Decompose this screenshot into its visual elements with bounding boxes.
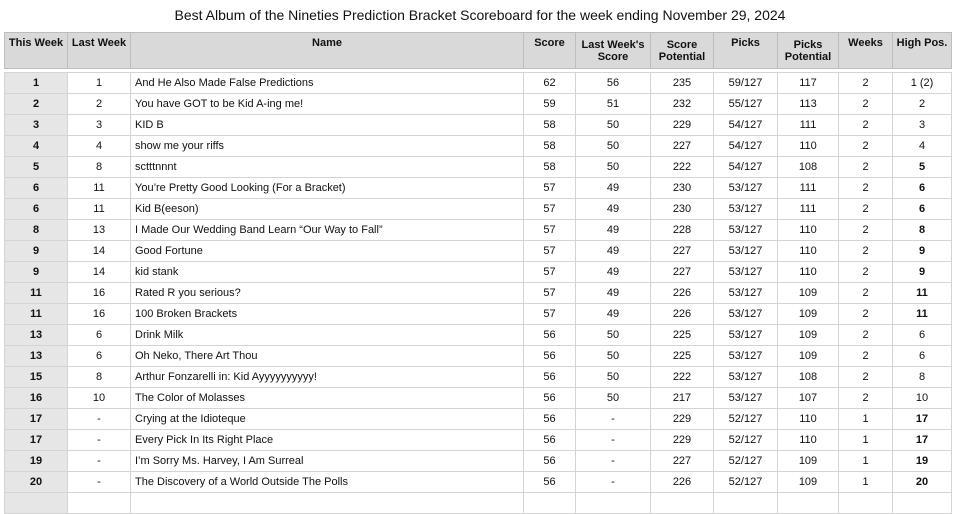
scoreboard-table [4,32,952,514]
cell-score-potential: 227 [651,262,714,283]
cell-picks [714,493,778,514]
cell-this-week: 20 [5,472,68,493]
cell-last-week-score: - [576,409,651,430]
cell-score: 56 [524,346,576,367]
table-row[interactable] [5,430,952,451]
cell-last-week: 4 [68,136,131,157]
cell-weeks: 2 [839,325,893,346]
cell-weeks: 1 [839,409,893,430]
cell-picks-potential: 109 [778,472,839,493]
cell-last-week: 11 [68,178,131,199]
cell-name: kid stank [131,262,524,283]
page-title: Best Album of the Nineties Prediction Bracket Scoreboard for the week ending November 29, 2024 [174,7,786,23]
cell-this-week: 9 [5,241,68,262]
cell-score: 57 [524,178,576,199]
cell-high-pos: 6 [893,325,952,346]
cell-picks: 53/127 [714,325,778,346]
cell-score-potential: 227 [651,241,714,262]
cell-score-potential: 225 [651,325,714,346]
cell-score: 58 [524,115,576,136]
table-row[interactable] [5,220,952,241]
cell-score-potential [651,493,714,514]
table-row[interactable] [5,157,952,178]
cell-weeks: 1 [839,451,893,472]
cell-picks: 52/127 [714,472,778,493]
cell-high-pos: 2 [893,94,952,115]
cell-picks-potential: 111 [778,178,839,199]
cell-high-pos: 17 [893,430,952,451]
cell-picks-potential: 109 [778,304,839,325]
cell-this-week: 3 [5,115,68,136]
cell-name: Drink Milk [131,325,524,346]
cell-score-potential: 226 [651,472,714,493]
cell-high-pos: 9 [893,241,952,262]
cell-last-week: - [68,451,131,472]
cell-last-week-score: 50 [576,115,651,136]
cell-high-pos: 11 [893,304,952,325]
cell-score-potential: 232 [651,94,714,115]
cell-weeks: 2 [839,157,893,178]
cell-picks: 53/127 [714,178,778,199]
table-row[interactable] [5,241,952,262]
cell-high-pos: 8 [893,367,952,388]
table-row[interactable] [5,178,952,199]
cell-this-week: 19 [5,451,68,472]
column-header-picks-potential[interactable]: Picks Potential [778,33,839,69]
cell-score-potential: 217 [651,388,714,409]
cell-score-potential: 229 [651,430,714,451]
cell-high-pos: 20 [893,472,952,493]
cell-picks: 52/127 [714,430,778,451]
cell-last-week: - [68,472,131,493]
cell-score-potential: 222 [651,157,714,178]
cell-this-week: 2 [5,94,68,115]
cell-score: 56 [524,451,576,472]
cell-picks-potential: 109 [778,325,839,346]
cell-name: 100 Broken Brackets [131,304,524,325]
cell-last-week-score: 56 [576,73,651,94]
cell-picks: 59/127 [714,73,778,94]
table-row[interactable] [5,367,952,388]
cell-high-pos: 3 [893,115,952,136]
table-row[interactable] [5,346,952,367]
cell-name: The Color of Molasses [131,388,524,409]
table-row[interactable] [5,325,952,346]
cell-high-pos: 6 [893,178,952,199]
column-header-name[interactable]: Name [131,33,524,69]
cell-last-week-score: 50 [576,388,651,409]
cell-score: 56 [524,388,576,409]
column-header-last-week[interactable]: Last Week [68,33,131,69]
cell-weeks: 2 [839,283,893,304]
cell-score-potential: 229 [651,115,714,136]
cell-name: I Made Our Wedding Band Learn “Our Way to Fall” [131,220,524,241]
cell-score: 58 [524,157,576,178]
cell-picks-potential: 109 [778,283,839,304]
cell-last-week [68,493,131,514]
cell-high-pos: 10 [893,388,952,409]
cell-this-week: 17 [5,430,68,451]
cell-score [524,493,576,514]
cell-name [131,493,524,514]
table-row[interactable] [5,73,952,94]
cell-name: sctttnnnt [131,157,524,178]
cell-this-week: 9 [5,262,68,283]
cell-picks-potential: 110 [778,136,839,157]
cell-high-pos: 6 [893,346,952,367]
cell-score: 56 [524,409,576,430]
cell-picks: 53/127 [714,220,778,241]
cell-picks-potential: 111 [778,115,839,136]
cell-picks: 53/127 [714,241,778,262]
cell-picks-potential: 110 [778,430,839,451]
cell-last-week-score: 50 [576,346,651,367]
cell-name: You have GOT to be Kid A-ing me! [131,94,524,115]
cell-this-week: 8 [5,220,68,241]
cell-name: KID B [131,115,524,136]
cell-last-week-score: - [576,472,651,493]
cell-weeks: 2 [839,136,893,157]
cell-last-week-score: 49 [576,283,651,304]
cell-name: Rated R you serious? [131,283,524,304]
cell-score-potential: 226 [651,304,714,325]
cell-high-pos [893,493,952,514]
cell-last-week: 3 [68,115,131,136]
header-row [5,33,952,69]
cell-name: I’m Sorry Ms. Harvey, I Am Surreal [131,451,524,472]
cell-score-potential: 230 [651,199,714,220]
cell-weeks: 2 [839,262,893,283]
cell-picks: 53/127 [714,346,778,367]
cell-picks-potential: 109 [778,346,839,367]
cell-last-week: 11 [68,199,131,220]
cell-high-pos: 8 [893,220,952,241]
cell-score: 57 [524,220,576,241]
cell-last-week-score: 49 [576,220,651,241]
cell-picks: 54/127 [714,157,778,178]
cell-score: 56 [524,325,576,346]
cell-weeks: 2 [839,94,893,115]
cell-last-week-score: 50 [576,136,651,157]
cell-name: Crying at the Idioteque [131,409,524,430]
cell-score: 62 [524,73,576,94]
cell-picks-potential: 110 [778,241,839,262]
cell-score: 57 [524,262,576,283]
cell-picks: 52/127 [714,451,778,472]
cell-weeks: 2 [839,220,893,241]
cell-picks-potential: 110 [778,262,839,283]
cell-weeks: 2 [839,178,893,199]
table-row[interactable] [5,304,952,325]
cell-picks: 55/127 [714,94,778,115]
cell-picks: 52/127 [714,409,778,430]
cell-name: Every Pick In Its Right Place [131,430,524,451]
cell-high-pos: 5 [893,157,952,178]
cell-score-potential: 225 [651,346,714,367]
cell-last-week: - [68,430,131,451]
cell-weeks: 2 [839,73,893,94]
cell-name: You’re Pretty Good Looking (For a Bracket) [131,178,524,199]
cell-name: show me your riffs [131,136,524,157]
cell-this-week: 1 [5,73,68,94]
cell-this-week: 5 [5,157,68,178]
column-header-this-week[interactable]: This Week [5,33,68,69]
cell-weeks: 2 [839,346,893,367]
cell-score-potential: 226 [651,283,714,304]
cell-last-week-score: - [576,451,651,472]
cell-picks: 53/127 [714,367,778,388]
cell-this-week: 15 [5,367,68,388]
cell-picks-potential: 113 [778,94,839,115]
cell-weeks: 2 [839,304,893,325]
cell-score-potential: 228 [651,220,714,241]
cell-name: Good Fortune [131,241,524,262]
cell-last-week-score: 50 [576,367,651,388]
cell-this-week: 11 [5,283,68,304]
cell-last-week: 16 [68,283,131,304]
cell-name: The Discovery of a World Outside The Polls [131,472,524,493]
table-row[interactable] [5,388,952,409]
cell-score: 56 [524,430,576,451]
cell-last-week: 2 [68,94,131,115]
cell-this-week: 16 [5,388,68,409]
cell-this-week: 17 [5,409,68,430]
cell-last-week: 13 [68,220,131,241]
cell-picks-potential: 108 [778,157,839,178]
cell-last-week: 14 [68,241,131,262]
column-header-last-week-score[interactable]: Last Week's Score [576,33,651,69]
cell-score: 56 [524,472,576,493]
cell-score-potential: 227 [651,136,714,157]
cell-weeks: 2 [839,367,893,388]
cell-weeks: 2 [839,199,893,220]
column-header-weeks[interactable]: Weeks [839,33,893,69]
cell-picks-potential: 117 [778,73,839,94]
cell-last-week-score: 50 [576,157,651,178]
table-row[interactable] [5,199,952,220]
cell-picks-potential: 108 [778,367,839,388]
cell-last-week: 1 [68,73,131,94]
cell-high-pos: 1 (2) [893,73,952,94]
cell-this-week: 6 [5,199,68,220]
cell-picks-potential: 111 [778,199,839,220]
cell-high-pos: 11 [893,283,952,304]
cell-this-week: 4 [5,136,68,157]
cell-score-potential: 235 [651,73,714,94]
cell-last-week: 8 [68,367,131,388]
cell-score-potential: 230 [651,178,714,199]
cell-last-week: 10 [68,388,131,409]
cell-last-week-score: 51 [576,94,651,115]
cell-last-week: - [68,409,131,430]
cell-picks: 53/127 [714,199,778,220]
cell-picks-potential: 109 [778,451,839,472]
cell-picks-potential [778,493,839,514]
cell-last-week-score [576,493,651,514]
cell-weeks: 1 [839,430,893,451]
cell-score: 58 [524,136,576,157]
cell-last-week-score: 49 [576,262,651,283]
column-header-picks[interactable]: Picks [714,33,778,69]
cell-picks: 53/127 [714,388,778,409]
cell-score: 59 [524,94,576,115]
cell-last-week-score: 49 [576,178,651,199]
cell-picks: 53/127 [714,304,778,325]
cell-picks: 53/127 [714,283,778,304]
cell-this-week: 11 [5,304,68,325]
cell-weeks: 2 [839,241,893,262]
cell-last-week: 14 [68,262,131,283]
table-row[interactable] [5,136,952,157]
column-header-high-pos[interactable]: High Pos. [893,33,952,69]
cell-weeks: 2 [839,115,893,136]
cell-high-pos: 6 [893,199,952,220]
cell-weeks: 2 [839,388,893,409]
cell-last-week-score: 49 [576,241,651,262]
cell-last-week: 6 [68,325,131,346]
cell-high-pos: 9 [893,262,952,283]
cell-score-potential: 227 [651,451,714,472]
cell-high-pos: 17 [893,409,952,430]
table-row[interactable] [5,262,952,283]
cell-name: Arthur Fonzarelli in: Kid Ayyyyyyyyyy! [131,367,524,388]
cell-last-week-score: - [576,430,651,451]
cell-name: Oh Neko, There Art Thou [131,346,524,367]
table-row[interactable] [5,451,952,472]
cell-score: 56 [524,367,576,388]
cell-this-week: 6 [5,178,68,199]
cell-high-pos: 4 [893,136,952,157]
cell-last-week: 8 [68,157,131,178]
table-row[interactable] [5,115,952,136]
cell-high-pos: 19 [893,451,952,472]
column-header-score[interactable]: Score [524,33,576,69]
table-row[interactable] [5,94,952,115]
cell-last-week: 6 [68,346,131,367]
cell-picks-potential: 110 [778,409,839,430]
cell-this-week: 13 [5,325,68,346]
cell-picks: 54/127 [714,136,778,157]
table-row-partial [5,493,952,514]
cell-name: And He Also Made False Predictions [131,73,524,94]
column-header-score-potential[interactable]: Score Potential [651,33,714,69]
cell-picks-potential: 107 [778,388,839,409]
table-row[interactable] [5,283,952,304]
cell-last-week-score: 49 [576,304,651,325]
cell-picks: 53/127 [714,262,778,283]
cell-last-week-score: 50 [576,325,651,346]
cell-weeks: 1 [839,472,893,493]
cell-score-potential: 229 [651,409,714,430]
cell-picks-potential: 110 [778,220,839,241]
cell-this-week [5,493,68,514]
cell-score-potential: 222 [651,367,714,388]
cell-last-week-score: 49 [576,199,651,220]
table-row[interactable] [5,409,952,430]
cell-last-week: 16 [68,304,131,325]
scoreboard-body [5,69,952,514]
cell-this-week: 13 [5,346,68,367]
cell-score: 57 [524,199,576,220]
cell-picks: 54/127 [714,115,778,136]
table-row[interactable] [5,472,952,493]
cell-score: 57 [524,304,576,325]
cell-score: 57 [524,241,576,262]
cell-score: 57 [524,283,576,304]
cell-weeks [839,493,893,514]
cell-name: Kid B(eeson) [131,199,524,220]
